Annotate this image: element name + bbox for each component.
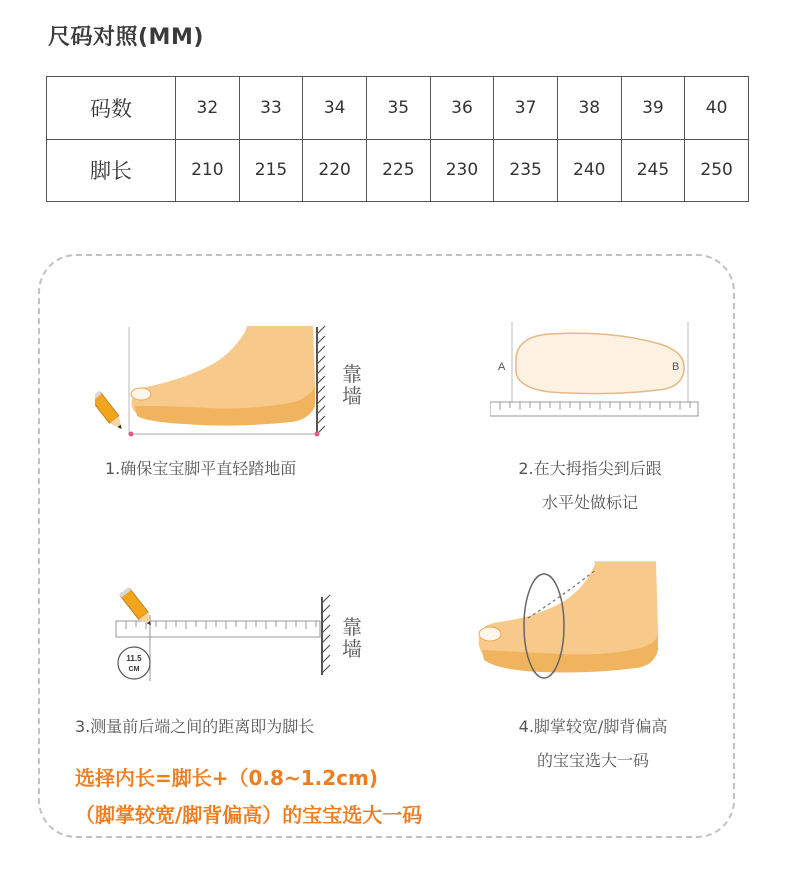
ruler-unit-label: CM: [128, 666, 140, 673]
step1-foot-against-wall-illustration: [95, 322, 335, 447]
row-header-size: 码数: [47, 77, 176, 140]
length-cell: 245: [621, 139, 685, 202]
wall-label-step1: [340, 363, 364, 407]
step4-caption: [488, 710, 698, 778]
size-cell: 36: [430, 77, 494, 140]
point-b-label: B: [672, 361, 680, 373]
wall-char-kao: 靠: [342, 362, 362, 386]
step2-caption: [490, 452, 690, 520]
row-header-length: 脚长: [47, 139, 176, 202]
tip-inner-length-formula: 选择内长=脚长+（0.8~1.2cm): [75, 766, 378, 790]
step2-caption-line1: 2.在大拇指尖到后跟: [518, 459, 662, 478]
table-row-lengths: [47, 139, 749, 202]
table-row-sizes: [47, 77, 749, 140]
wall-char-qiang: 墙: [342, 637, 362, 661]
size-cell: 37: [494, 77, 558, 140]
page-title: 尺码对照(MM): [48, 25, 204, 50]
length-cell: 215: [239, 139, 303, 202]
size-cell: 33: [239, 77, 303, 140]
step4-wide-foot-illustration: [470, 560, 670, 690]
point-a-label: A: [498, 361, 506, 373]
step2-footprint-ruler-illustration: [490, 322, 700, 422]
length-cell: 225: [366, 139, 430, 202]
wall-char-kao: 靠: [342, 615, 362, 639]
step3-ruler-measurement-illustration: [110, 575, 340, 685]
size-cell: 35: [366, 77, 430, 140]
step2-caption-line2: 水平处做标记: [541, 493, 638, 512]
size-cell: 38: [557, 77, 621, 140]
wall-char-qiang: 墙: [342, 384, 362, 408]
step4-caption-line2: 的宝宝选大一码: [536, 751, 649, 770]
length-cell: 220: [303, 139, 367, 202]
length-cell: 230: [430, 139, 494, 202]
size-cell: 34: [303, 77, 367, 140]
size-cell: 40: [685, 77, 749, 140]
length-cell: 240: [557, 139, 621, 202]
length-cell: 210: [176, 139, 240, 202]
wall-label-step3: [340, 616, 364, 660]
step3-caption: 3.测量前后端之间的距离即为脚长: [75, 717, 315, 736]
tip-wide-foot-advice: （脚掌较宽/脚背偏高）的宝宝选大一码: [75, 803, 423, 827]
size-cell: 39: [621, 77, 685, 140]
length-cell: 235: [494, 139, 558, 202]
length-cell: 250: [685, 139, 749, 202]
size-cell: 32: [176, 77, 240, 140]
size-chart-table: [46, 76, 749, 202]
step4-caption-line1: 4.脚掌较宽/脚背偏高: [518, 717, 668, 736]
ruler-value-label: 11.5: [126, 654, 142, 663]
step1-caption: 1.确保宝宝脚平直轻踏地面: [105, 459, 297, 478]
